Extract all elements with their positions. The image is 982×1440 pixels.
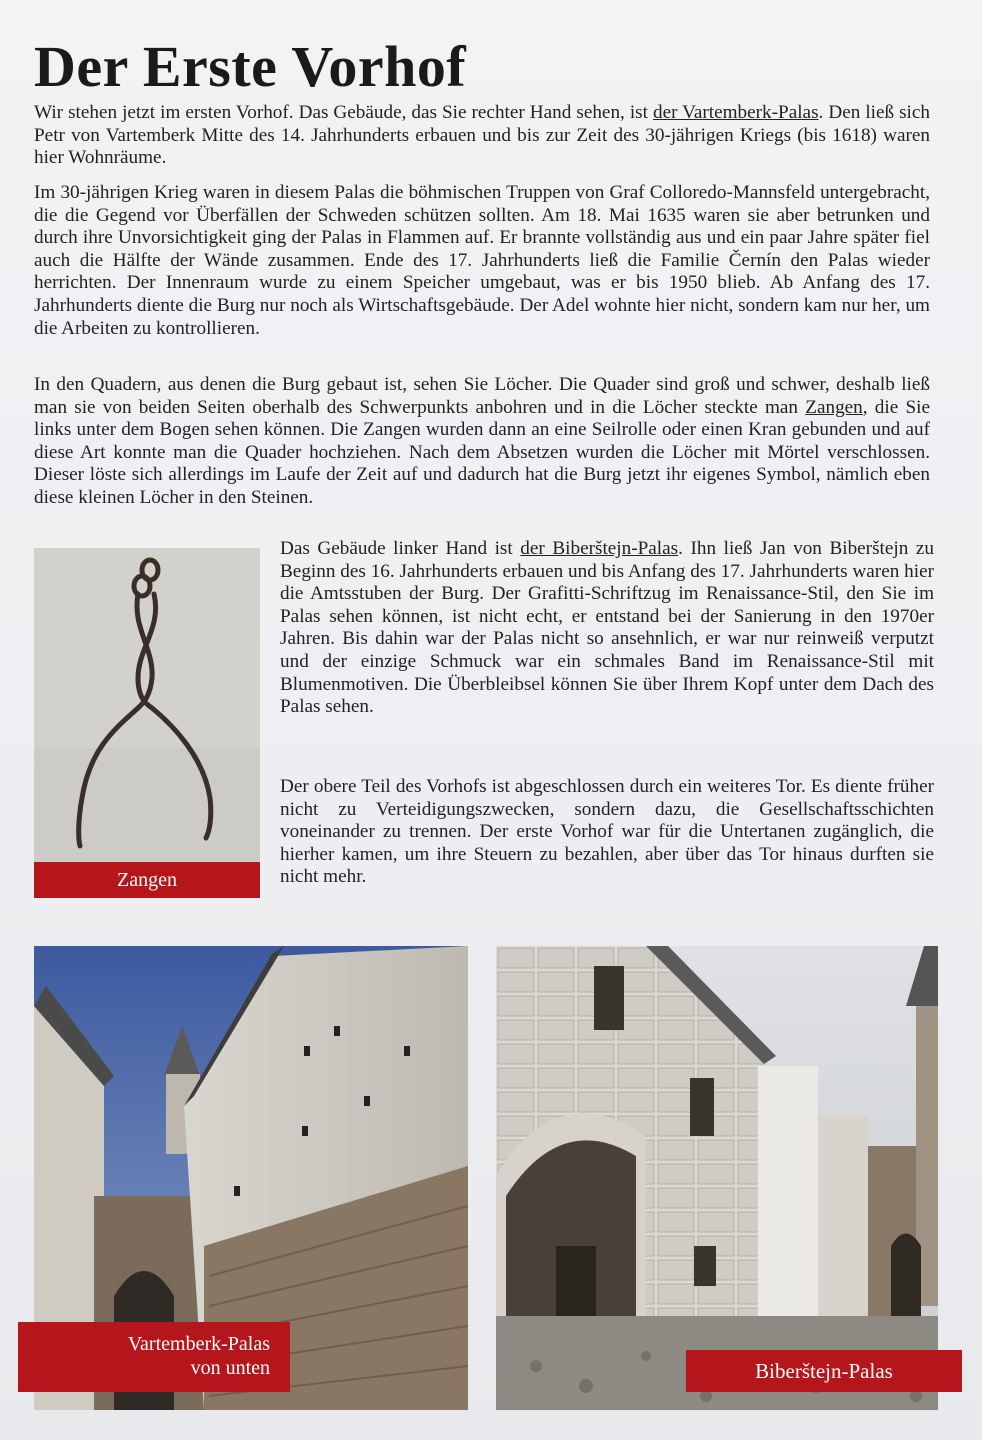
paragraph-quader-holes <box>34 374 930 510</box>
paragraph-biberstejn <box>280 538 934 719</box>
paragraph-vartemberk-intro <box>34 102 930 170</box>
paragraph-text: . Den ließ sich Petr von Vartemberk Mitte des 14. Jahrhunderts erbauen und bis zur Zeit des 30-jährigen Kriegs (bis 1618) waren hier Wohnräume. <box>34 102 931 169</box>
link-biberstejn-palas[interactable]: der Biberštejn-Palas <box>520 538 679 559</box>
paragraph-upper-gate: Der obere Teil des Vorhofs ist abgeschlossen durch ein weiteres Tor. Es diente früher nicht zu Verteidigungszwecken, sondern dazu, die Gesellschaftsschichten voneinander zu trennen. Der erste Vorhof war für die Untertanen zugänglich, die hierher kamen, um ihre Steuern zu bezahlen, aber über das Tor hinaus durften sie nicht mehr. <box>280 776 934 888</box>
paragraph-text: In den Quadern, aus denen die Burg gebaut ist, sehen Sie Löcher. Die Quader sind groß und schwer, deshalb ließ man sie von beiden Seiten oberhalb des Schwerpunkts anbohren und in die Löcher steckte man <box>34 374 930 418</box>
link-zangen[interactable]: Zangen <box>805 396 863 418</box>
caption-line: von unten <box>190 1357 270 1379</box>
paragraph-text: Das Gebäude linker Hand ist <box>280 538 521 559</box>
paragraph-text: , die Sie links unter dem Bogen sehen können. Die Zangen wurden dann an eine Seilrolle oder einen Kran gebunden und auf diese Art konnte man die Quader hochziehen. Nach dem Absetzen wurden die Löcher mit Mörtel verschlossen. Dieser löste sich allerdings im Laufe der Zeit auf und dadurch hat die Burg jetzt ihr eigenes Symbol, nämlich eben diese kleinen Löcher in den Steinen. <box>34 396 930 508</box>
caption-zangen: Zangen <box>34 862 260 898</box>
paragraph-thirty-years-war: Im 30-jährigen Krieg waren in diesem Palas die böhmischen Truppen von Graf Colloredo-Mannsfeld untergebracht, die die Gegend vor Überfällen der Schweden schützen sollten. Am 18. Mai 1635 waren sie aber betrunken und durch ihre Unvorsichtigkeit ging der Palas in Flammen auf. Er brannte vollständig aus und ein paar Jahre später fiel auch die Hälfte der Wände zusammen. Ende des 17. Jahrhunderts ließ die Familie Černín den Palas wieder herrichten. Der Innenraum wurde zu einem Speicher umgebaut, was er bis 1950 blieb. Ab Anfang des 17. Jahrhunderts diente die Burg nur noch als Wirtschaftsgebäude. Der Adel wohnte hier nicht, sondern kam nur her, um die Arbeiten zu kontrollieren. <box>34 182 930 339</box>
paragraph-text: . Ihn ließ Jan von Biberštejn zu Beginn des 16. Jahrhunderts erbauen und bis Anfang des 17. Jahrhunderts waren hier die Amtsstuben der Burg. Der Grafitti-Schriftzug im Renaissance-Stil, den Sie im Palas sehen können, ist nicht echt, er entstand bei der Sanierung in den 1970er Jahren. Bis dahin war der Palas nicht so ansehnlich, er war nur reinweiß verputzt und der einzige Schmuck war ein schmales Band im Renaissance-Stil mit Blumenmotiven. Die Überbleibsel können Sie über Ihrem Kopf unter dem Dach des Palas sehen. <box>280 538 934 718</box>
page-title: Der Erste Vorhof <box>34 34 467 99</box>
caption-line: Vartemberk-Palas <box>127 1333 270 1355</box>
paragraph-text: Wir stehen jetzt im ersten Vorhof. Das Gebäude, das Sie rechter Hand sehen, ist <box>34 102 653 123</box>
caption-biberstejn-palas: Biberštejn-Palas <box>686 1350 962 1392</box>
biberstejn-palas-illustration <box>496 946 938 1410</box>
tongs-illustration <box>34 548 260 862</box>
caption-vartemberk-palas <box>18 1322 290 1392</box>
biberstejn-palas-photo <box>496 946 938 1410</box>
tongs-photo <box>34 548 260 862</box>
link-vartemberk-palas[interactable]: der Vartemberk-Palas <box>652 102 819 123</box>
